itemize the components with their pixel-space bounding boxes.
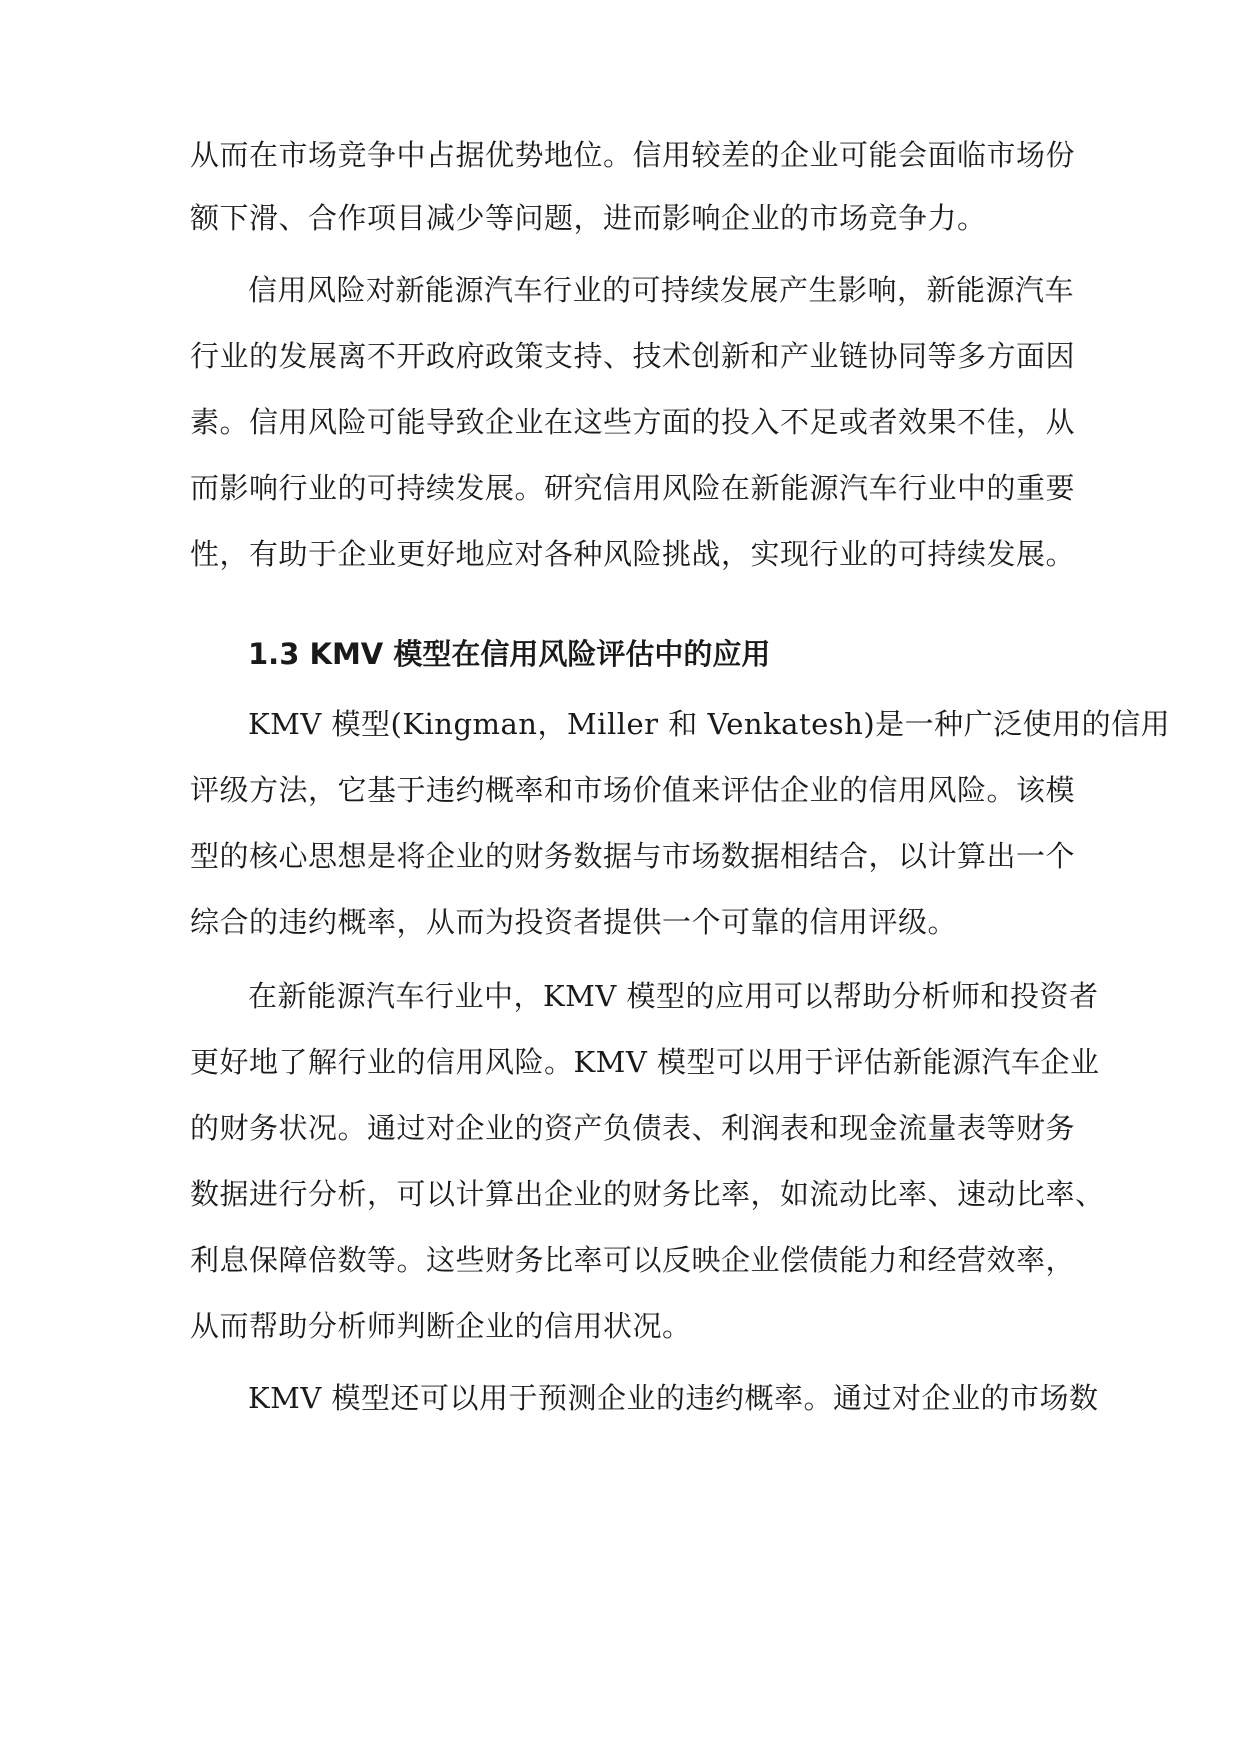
paragraph-2-line-5: 性，有助于企业更好地应对各种风险挑战，实现行业的可持续发展。 (190, 537, 1076, 571)
paragraph-2-line-4: 而影响行业的可持续发展。研究信用风险在新能源汽车行业中的重要 (190, 471, 1076, 505)
paragraph-3-line-1: KMV 模型(Kingman，Miller 和 Venkatesh)是一种广泛使用的信用 (248, 707, 1171, 741)
paragraph-4-line-6: 从而帮助分析师判断企业的信用状况。 (190, 1309, 692, 1343)
paragraph-4-line-4: 数据进行分析，可以计算出企业的财务比率，如流动比率、速动比率、 (190, 1177, 1105, 1211)
paragraph-4-line-3: 的财务状况。通过对企业的资产负债表、利润表和现金流量表等财务 (190, 1111, 1076, 1145)
paragraph-2-line-1: 信用风险对新能源汽车行业的可持续发展产生影响，新能源汽车 (248, 273, 1075, 307)
paragraph-4-line-5: 利息保障倍数等。这些财务比率可以反映企业偿债能力和经营效率， (190, 1243, 1076, 1277)
paragraph-1-line-2: 额下滑、合作项目减少等问题，进而影响企业的市场竞争力。 (190, 201, 987, 235)
paragraph-1-line-1: 从而在市场竞争中占据优势地位。信用较差的企业可能会面临市场份 (190, 138, 1076, 172)
paragraph-2-line-3: 素。信用风险可能导致企业在这些方面的投入不足或者效果不佳，从 (190, 405, 1076, 439)
paragraph-3-line-4: 综合的违约概率，从而为投资者提供一个可靠的信用评级。 (190, 905, 958, 939)
section-heading: 1.3 KMV 模型在信用风险评估中的应用 (248, 637, 771, 671)
paragraph-4-line-1: 在新能源汽车行业中，KMV 模型的应用可以帮助分析师和投资者 (248, 979, 1099, 1013)
paragraph-4-line-2: 更好地了解行业的信用风险。KMV 模型可以用于评估新能源汽车企业 (190, 1045, 1100, 1079)
paragraph-2-line-2: 行业的发展离不开政府政策支持、技术创新和产业链协同等多方面因 (190, 339, 1076, 373)
paragraph-3-line-2: 评级方法，它基于违约概率和市场价值来评估企业的信用风险。该模 (190, 773, 1076, 807)
paragraph-3-line-3: 型的核心思想是将企业的财务数据与市场数据相结合，以计算出一个 (190, 839, 1076, 873)
paragraph-5-line-1: KMV 模型还可以用于预测企业的违约概率。通过对企业的市场数 (248, 1381, 1099, 1415)
